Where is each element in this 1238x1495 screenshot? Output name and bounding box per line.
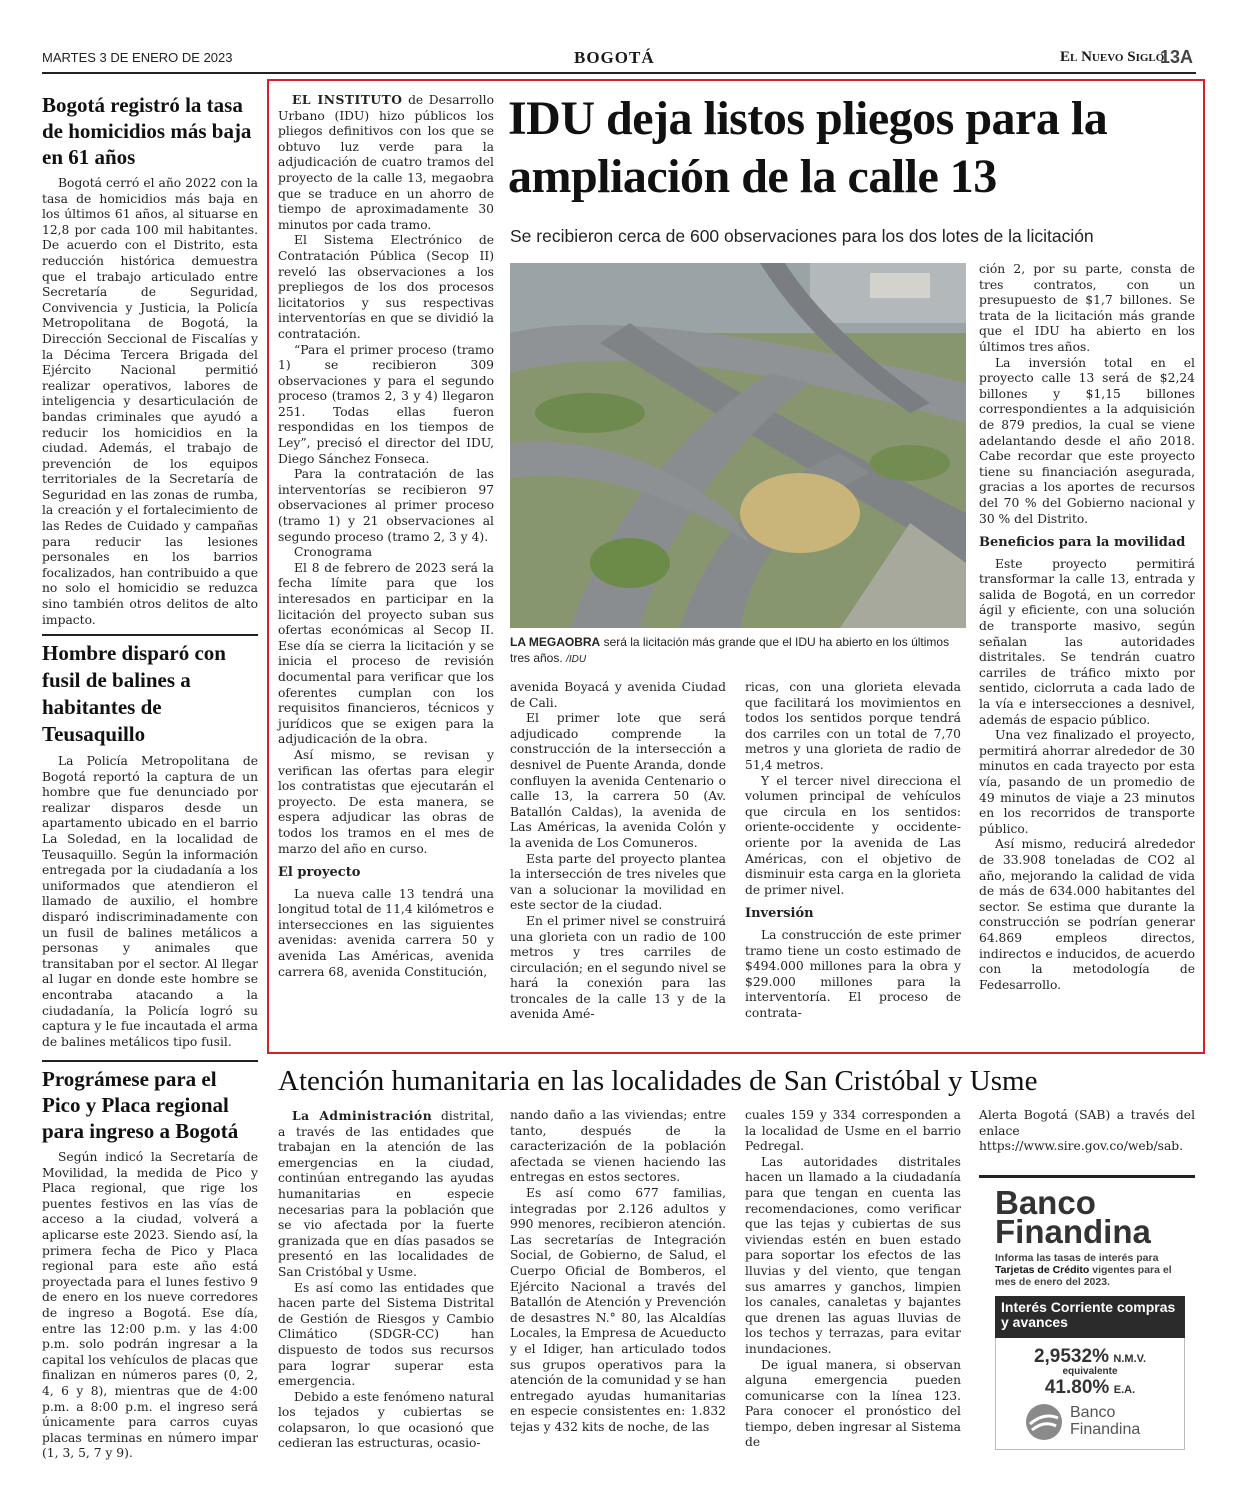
left-story-title: Bogotá registró la tasa de homicidios más baja en 61 años (42, 93, 252, 169)
second-headline: Atención humanitaria en las localidades de San Cristóbal y Usme (278, 1065, 1038, 1097)
main-col-3: ricas, con una glorieta elevada que facilitará los movimientos en todos los sentidos porque tendrá dos carriles con un total de 7,70 metros y una glorieta de radio de 51,4 metros. Y el tercer nivel direcciona el volumen principal de vehículos que circula en los sentidos: oriente-occidente y occidente-oriente por la avenida de Las Américas, con el objetivo de disminuir esta carga en la glorieta de primer nivel. Inversión La construcción de este primer tramo tiene un costo estimado de $494.000 millones para la obra y $29.000 millones para la interventoría. El proceso de contrata- (745, 680, 961, 1020)
photo-credit: /IDU (566, 654, 587, 665)
caption-lead: LA MEGAOBRA (510, 635, 601, 649)
bank-advertisement (979, 1175, 1195, 1475)
megaobra-photo (510, 263, 966, 628)
left-story-body: La Policía Metropolitana de Bogotá reportó la captura de un hombre que fue denunciado por realizar disparos desde un apartamento ubicado en el barrio La Soledad, en la localidad de Teusaquillo. Según la información entregada por la ciudadanía a los uniformados que atendieron el llamado de auxilio, el hombre disparó indiscriminadamente con un fusil de balines metálicos a personas y animales que transitaban por el sector. Al llegar al lugar en donde este hombre se encontraba atacando a la ciudadanía, la Policía logró su captura y le fue incautada el arma de balines metálicos tipo fusil. (42, 754, 258, 1049)
left-story-teusaquillo (42, 640, 258, 1050)
left-story-body: Bogotá cerró el año 2022 con la tasa de homicidios más baja en los últimos 61 años, al situarse en 12,8 por cada 100 mil habitantes. De acuerdo con el Distrito, esta reducción histórica demuestra que el trabajo articulado entre Secretaría de Seguridad, Convivencia y Justicia, la Policía Metropolitana de Bogotá, la Dirección Seccional de Fiscalías y la Décima Tercera Brigada del Ejército Nacional permitió realizar operativos, labores de inteligencia y desarticulación de bandas criminales que ayudó a reducir los homicidios en la ciudad. Además, el trabajo de prevención de los equipos territoriales de la Secretaría de Seguridad en las zonas de rumba, la creación y el fortalecimiento de las Redes de Cuidado y campañas para reducir las lesiones personales en los barrios focalizados, han contribuido a que no solo el homicidio se reduzca sino también otros delitos de alto impacto. (42, 176, 258, 627)
main-headline: IDU deja listos pliegos para la ampliación de la calle 13 (508, 92, 1108, 203)
subhead-proyecto: El proyecto (278, 865, 361, 881)
left-story-homicides (42, 92, 258, 628)
caption-text: será la licitación más grande que el IDU ha abierto en los últimos tres años. (510, 635, 950, 665)
left-story-title: Prográmese para el Pico y Placa regional para ingreso a Bogotá (42, 1067, 239, 1143)
second-col-3: cuales 159 y 334 corresponden a la localidad de Usme en el barrio Pedregal. Las autoridades distritales hacen un llamado a la ciudadanía para que tengan en cuenta las recomendaciones, como verificar que las tejas y cubiertas de sus viviendas estén en buen estado para soportar los efectos de las lluvias y del viento, que tengan sus amarres y ganchos, limpien los canales, canaletas y bajantes que drenen las aguas lluvias de los techos y terrazas, para evitar inundaciones. De igual manera, si observan alguna emergencia pueden comunicarse con la línea 123. Para conocer el pronóstico del tiempo, deben ingresar al Sistema de (745, 1108, 961, 1450)
section-name: BOGOTÁ (574, 48, 655, 67)
ad-brand-line-1: Banco (995, 1184, 1096, 1221)
left-divider-2 (42, 1060, 258, 1062)
page-number: 13A (1160, 47, 1194, 67)
subhead-inversion: Inversión (745, 906, 814, 922)
ad-intro: Informa las tasas de interés para Tarjetas de Crédito vigentes para el mes de enero del 2023. (995, 1252, 1172, 1288)
ad-brand-line-2: Finandina (995, 1213, 1151, 1250)
ad-logo: Banco Finandina (1024, 1402, 1174, 1446)
masthead (42, 48, 1196, 70)
rate-ea: 41.80% (1044, 1377, 1110, 1398)
issue-date: MARTES 3 DE ENERO DE 2023 (42, 50, 233, 65)
finandina-logo-icon (1024, 1402, 1064, 1442)
masthead-rule (42, 72, 1196, 74)
interchange-rendering (510, 263, 966, 628)
ad-rate-band: Interés Corriente compras y avances (995, 1296, 1185, 1338)
main-col-4: ción 2, por su parte, consta de tres contratos, con un presupuesto de $1,7 billones. Se trata de la licitación más grande que el IDU ha abierto en los últimos tres años. La inversión total en el proyecto calle 13 será de $2,24 billones y $1,15 billones correspondientes a la adquisición de 879 predios, la cual se viene adelantando desde el año 2018. Cabe recordar que este proyecto tiene su financiación asegurada, gracias a los aportes de recursos del 70 % del Gobierno nacional y 30 % del Distrito. Beneficios para la movilidad Este proyecto permitirá transformar la calle 13, entrada y salida de Bogotá, en un corredor ágil y eficiente, con una solución de transporte masivo, según señalan las autoridades distritales. Se tendrán cuatro carriles de tráfico mixto por sentido, ciclorruta a cada lado de la vía e intersecciones a desnivel, además de espacio público. Una vez finalizado el proyecto, permitirá ahorrar alrededor de 30 minutos en cada trayecto por esta vía, pasando de un promedio de 49 minutos de viaje a 23 minutos en los recorridos de transporte público. Así mismo, reducirá alrededor de 33.908 toneladas de CO2 al año, mejorando la calidad de vida de más de 634.000 habitantes del sector. Se estima que durante la construcción se podrían generar 64.869 empleos directos, indirectos e inducidos, de acuerdo con la metodología de Fedesarrollo. (979, 262, 1195, 992)
left-story-body: Según indicó la Secretaría de Movilidad, la medida de Pico y Placa regional, que rige los puentes festivos en las vías de acceso a la ciudad, volverá a aplicarse este 2023. Siendo así, la primera fecha de Pico y Placa regional para este año está proyectada para el lunes festivo 9 de enero en los nueve corredores de ingreso a Bogotá. Ese día, entre las 12:00 p.m. y las 4:00 p.m. solo podrán ingresar a la capital los vehículos de placas que finalizan en números pares (0, 2, 4, 6 y 8), mientras que de 4:00 p.m. a 8:00 p.m. el ingreso será únicamente para carros cuyas placas terminas en número impar (1, 3, 5, 7 y 9). (42, 1150, 258, 1461)
photo-caption (510, 634, 966, 668)
second-col-4: Alerta Bogotá (SAB) a través del enlace https://www.sire.gov.co/web/sab. (979, 1108, 1195, 1154)
left-story-pico-placa (42, 1066, 258, 1462)
ad-brand (995, 1184, 1151, 1250)
left-divider-1 (42, 634, 258, 636)
newspaper-name: El Nuevo Siglo (1060, 49, 1165, 65)
subhead-beneficios: Beneficios para la movilidad (979, 535, 1186, 551)
second-col-2: nando daño a las viviendas; entre tanto, después de la caracterización de la población afectada se vienen haciendo las entregas en estos sectores. Es así como 677 familias, integradas por 2.126 adultos y 990 menores, recibieron atención. Las secretarías de Integración Social, de Gobierno, de Salud, el Cuerpo Oficial de Bomberos, el Ejército Nacional a través del Batallón de Atención y Prevención de desastres N.° 80, las Alcaldías Locales, la Empresa de Acueducto y el Idiger, han articulado todos sus grupos operativos para la atención de la comunidad y se han entregado ayudas humanitarias en especie consistentes en: 1.832 tejas y 432 kits de noche, de las (510, 1108, 726, 1434)
rate-nmv: 2,9532% (1033, 1346, 1109, 1367)
ad-rate-box: 2,9532% N.M.V. equivalente 41.80% E.A. Banco Finandina (995, 1338, 1185, 1450)
main-col-2: avenida Boyacá y avenida Ciudad de Cali. El primer lote que será adjudicado comprende la construcción de la intersección a desnivel de Puente Aranda, donde confluyen la avenida Centenario o calle 13, la carrera 50 (Av. Batallón Caldas), la avenida de Las Américas, la avenida Colón y la avenida de Los Comuneros. Esta parte del proyecto plantea la intersección de tres niveles que van a solucionar la movilidad en este sector de la ciudad. En el primer nivel se construirá una glorieta con un radio de 100 metros y tres carriles de circulación; en el segundo nivel se hará la conexión para las troncales de la calle 13 y de la avenida Amé- (510, 680, 726, 1022)
lead-word: La Administración (292, 1108, 433, 1123)
left-story-title: Hombre disparó con fusil de balines a habitantes de Teusaquillo (42, 641, 226, 746)
main-subheadline: Se recibieron cerca de 600 observaciones para los dos lotes de la licitación (510, 226, 1094, 246)
lead-word: EL INSTITUTO (292, 92, 403, 107)
rate-equivalent: equivalente (1062, 1366, 1118, 1377)
second-col-1: La Administración distrital, a través de las entidades que trabajan en la atención de las emergencias en la ciudad, continúan entregando las ayudas humanitarias en especie necesarias para la población que se vio afectada por la fuerte granizada que en días pasados se presentó en las localidades de San Cristóbal y Usme. Es así como las entidades que hacen parte del Sistema Distrital de Gestión de Riesgos y Cambio Climático (SDGR-CC) han dispuesto de todos sus recursos para lograr superar esta emergencia. Debido a este fenómeno natural los tejados y cubiertas se colapsaron, lo que ocasionó que cedieran las estructuras, ocasio- (278, 1108, 494, 1451)
main-col-1: EL INSTITUTO de Desarrollo Urbano (IDU) hizo públicos los pliegos definitivos con los que se obtuvo luz verde para la adjudicación de cuatro tramos del proyecto de la calle 13, megaobra que se traduce en un ahorro de tiempo de aproximadamente 30 minutos por cada tramo. El Sistema Electrónico de Contratación Pública (Secop II) reveló las observaciones a los prepliegos de los dos procesos licitatorios y sus respectivas interventorías en que se dividió la contratación. “Para el primer proceso (tramo 1) se recibieron 309 observaciones y para el segundo proceso (tramos 2, 3 y 4) llegaron 251. Todas ellas fueron respondidas en los tiempos de Ley”, precisó el director del IDU, Diego Sánchez Fonseca. Para la contratación de las interventorías se recibieron 97 observaciones al primer proceso (tramo 1) y 21 observaciones al segundo proceso (tramo 2, 3 y 4). Cronograma El 8 de febrero de 2023 será la fecha límite para que los interesados en participar en la licitación del proyecto suban sus ofertas económicas al Secop II. Ese día se cierra la licitación y se inicia el proceso de revisión documental para verificar que los oferentes cumplan con los requisitos financieros, técnicos y jurídicos que se exigen para la adjudicación de la obra. Así mismo, se revisan y verifican las ofertas para elegir los contratistas que ejecutarán el proyecto. De esta manera, se espera adjudicar las obras de todos los tramos en el mes de marzo del año en curso. El proyecto La nueva calle 13 tendrá una longitud total de 11,4 kilómetros e intersecciones en las siguientes avenidas: avenida carrera 50 y avenida Las Américas, avenida carrera 68, avenida Constitución, (278, 92, 494, 979)
